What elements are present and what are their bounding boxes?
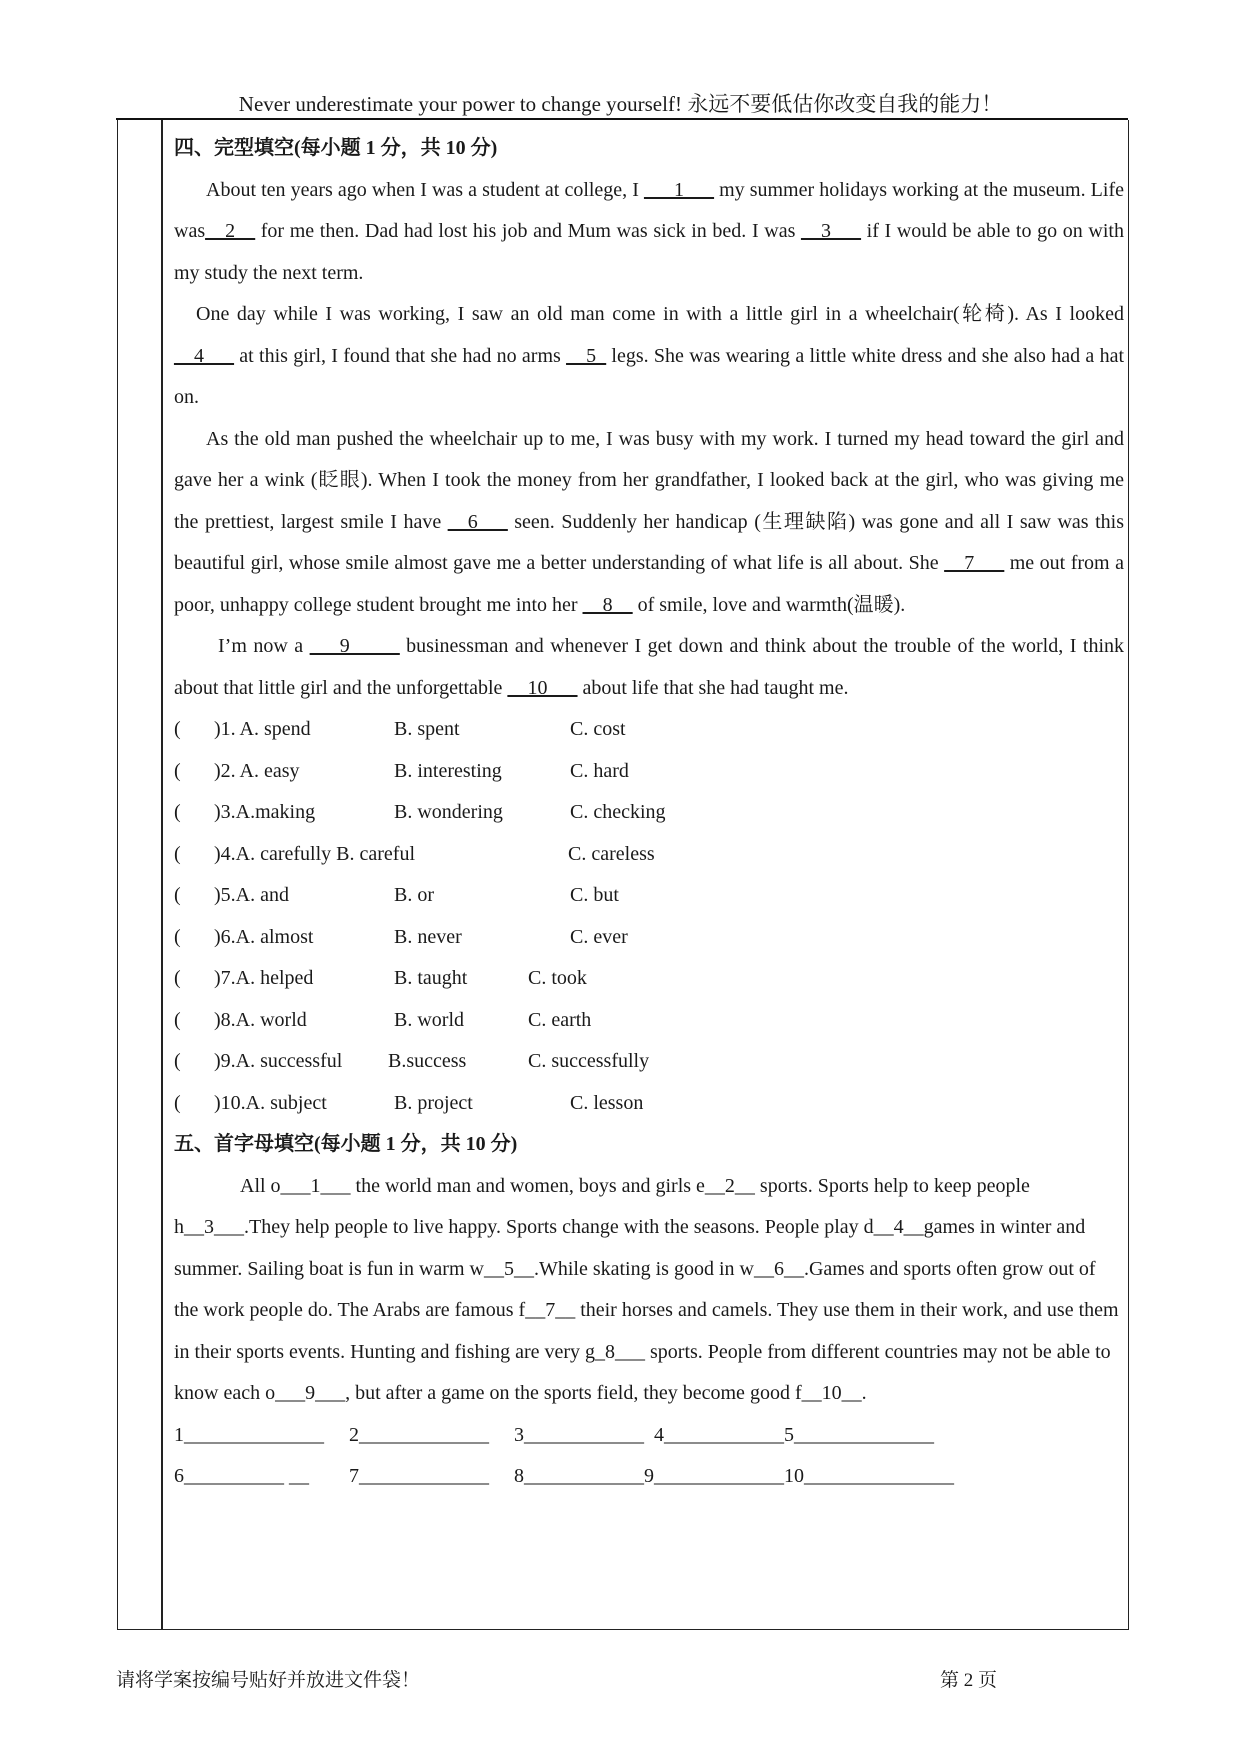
option-row: ( )8.A. world B. world C. earth (174, 1008, 592, 1031)
blank-6: __6___ (447, 510, 508, 533)
option-row: ( )6.A. almost B. never C. ever (174, 925, 628, 948)
footer-note: 请将学案按编号贴好并放进文件袋！ (116, 1670, 421, 1691)
option-row: ( )7.A. helped B. taught C. took (174, 967, 587, 989)
blank-8: __8__ (582, 593, 633, 616)
blank-5: __5_ (566, 344, 607, 367)
worksheet-content (174, 128, 1124, 1498)
section4-title: 四、完型填空(每小题 1 分，共 10 分) (174, 137, 498, 159)
blank-1: ___1___ (644, 178, 714, 201)
blank-10: __10___ (507, 676, 578, 699)
blank-2: __2__ (205, 220, 256, 242)
option-row: ( )2. A. easy B. interesting C. hard (174, 759, 629, 782)
cloze-paragraph-2: One day while I was working, I saw an old man come in with a little girl in a wheelchair(轮椅). As I looked __4___ at this girl, I found that she had no arms __5_ legs. She was wearing a little white dress and she also had a hat on. (174, 303, 1124, 408)
blank-4: __4___ (174, 344, 234, 367)
table-column-rule (161, 120, 163, 1630)
cloze-paragraph-4: I’m now a ___9_____ businessman and whenever I get down and think about the trouble of the world, I think about that little girl and the unforgettable __10___ about life that she had taught me. (174, 635, 1124, 699)
option-row: ( )4.A. carefully B. careful C. careless (174, 842, 655, 865)
page-header: Never underestimate your power to change yourself! 永远不要低估你改变自我的能力！ (238, 92, 1003, 116)
blank-7: __7___ (944, 552, 1005, 574)
cloze-paragraph-1: About ten years ago when I was a student at college, I ___1___ my summer holidays working at the museum. Life was__2__ for me then. Dad had lost his job and Mum was sick in bed. I was __3___ if I would be able to go on with my study the next term. (174, 178, 1124, 284)
option-row: ( )9.A. successful B.success C. successfully (174, 1050, 650, 1072)
blank-9: ___9_____ (309, 635, 400, 657)
answer-row-2[interactable]: 6__________ __ 7_____________ 8____________9_____________10_______________ (174, 1465, 954, 1487)
page-number: 第 2 页 (940, 1670, 998, 1691)
option-row: ( )1. A. spend B. spent C. cost (174, 718, 626, 740)
section5-title: 五、首字母填空(每小题 1 分，共 10 分) (174, 1133, 518, 1155)
option-row: ( )3.A.making B. wondering C. checking (174, 801, 666, 823)
cloze-paragraph-3: As the old man pushed the wheelchair up to me, I was busy with my work. I turned my head toward the girl and gave her a wink (眨眼). When I took the money from her grandfather, I looked back at the girl, who was giving me the prettiest, largest smile I have __6___ seen. Suddenly her handicap (生理缺陷) was gone and all I saw was this beautiful girl, whose smile almost gave me a better understanding of what life is all about. She __7___ me out from a poor, unhappy college student brought me into her __8__ of smile, love and warmth(温暖). (174, 427, 1124, 616)
initial-letter-passage: All o___1___ the world man and women, boys and girls e__2__ sports. Sports help to keep people h__3___.They help people to live happy. Sports change with the seasons. People play d__4__games in winter and summer. Sailing boat is fun in warm w__5__.While skating is good in w__6__.Games and sports often grow out of the work people do. The Arabs are famous f__7__ their horses and camels. They use them in their work, and use them in their sports events. Hunting and fishing are very g_8___ sports. People from different countries may not be able to know each o___9___, but after a game on the sports field, they become good f__10__. (174, 1174, 1119, 1404)
option-row: ( )5.A. and B. or C. but (174, 884, 619, 906)
blank-3: __3___ (801, 220, 861, 242)
options-list (174, 709, 1124, 1124)
answer-row-1[interactable]: 1______________ 2_____________ 3____________ 4____________5______________ (174, 1423, 934, 1446)
option-row: ( )10.A. subject B. project C. lesson (174, 1091, 644, 1114)
